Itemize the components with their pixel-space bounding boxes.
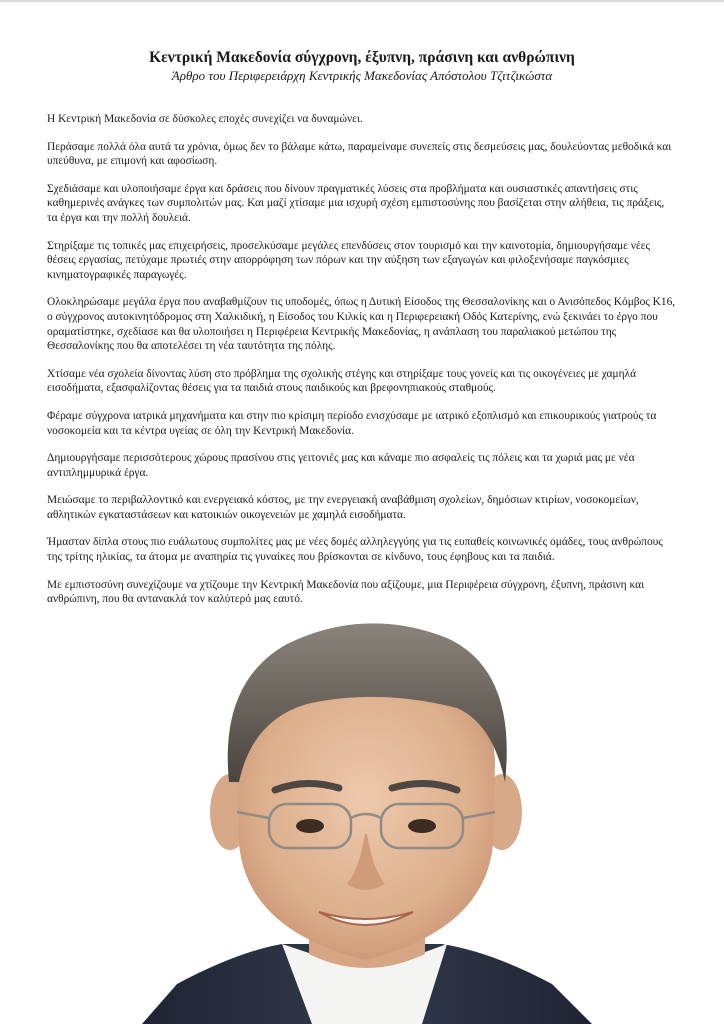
portrait-illustration [47,612,677,1024]
right-eye [408,819,436,833]
left-eye [296,819,324,833]
paragraph: Ήμασταν δίπλα στους πιο ευάλωτους συμπολίτες μας με νέες δομές αλληλεγγύης για τις ευπαθείς κοινωνικές ομάδες, τους ανθρώπους της τρίτης ηλικίας, τα άτομα με αναπηρία τις γυναίκες που βρίσκονται σε κίνδυνο, τους έφηβους και τα παιδιά. [47,536,663,564]
paragraph: Με εμπιστοσύνη συνεχίζουμε να χτίζουμε την Κεντρική Μακεδονία που αξίζουμε, μια Περιφέρεια σύγχρονη, έξυπνη, πράσινη και ανθρώπινη, που θα αντανακλά τον καλύτερό μας εαυτό. [47,578,645,606]
article-subtitle: Άρθρο του Περιφερειάρχη Κεντρικής Μακεδονίας Απόστολου Τζιτζικώστα [171,68,553,83]
paragraph: Φέραμε σύγχρονα ιατρικά μηχανήματα και στην πιο κρίσιμη περίοδο ενισχύσαμε με ιατρικό εξοπλισμό και επικουρικούς γιατρούς τα νοσοκομεία και τα κέντρα υγείας σε όλη την Κεντρική Μακεδονία. [47,409,657,437]
top-rule [0,0,724,2]
article-title: Κεντρική Μακεδονία σύγχρονη, έξυπνη, πράσινη και ανθρώπινη [149,49,575,66]
paragraph: Χτίσαμε νέα σχολεία δίνοντας λύση στο πρόβλημα της σχολικής στέγης και στηρίξαμε τους γονείς και τις οικογένειες με χαμηλά εισοδήματα, εξασφαλίζοντας θέσεις για τα παιδιά στους παιδικούς και βρεφονηπιακούς σταθμούς. [47,367,637,395]
portrait-photo [47,612,677,1024]
paragraph: Δημιουργήσαμε περισσότερους χώρους πρασίνου στις γειτονιές μας και κάναμε πιο ασφαλείς τις πόλεις και τα χωριά μας με νέα αντιπλημμυρικά έργα. [47,452,635,479]
article-body [47,112,677,620]
paragraph: Στηρίξαμε τις τοπικές μας επιχειρήσεις, προσελκύσαμε μεγάλες επενδύσεις στον τουρισμό και την καινοτομία, δημιουργήσαμε νέες θέσεις εργασίας, πετύχαμε πρωτιές στην απορρόφηση των πόρων και την αύξηση των εξαγωγών και φιλοξενήσαμε παγκόσμιες κινηματογραφικές παραγωγές. [47,239,651,281]
paragraph: Ολοκληρώσαμε μεγάλα έργα που αναβαθμίζουν τις υποδομές, όπως η Δυτική Είσοδος της Θεσσαλονίκης και ο Ανισόπεδος Κόμβος Κ16, ο σύγχρονος αυτοκινητόδρομος στη Χαλκιδική, η Είσοδος του Κιλκίς και η Περιφερειακή Οδός Κατερίνης, ενώ ξεκινάει το έργο που οραματίστηκε, σχεδίασε και θα υλοποιήσει η Περιφέρεια Κεντρικής Μακεδονίας, η ανάπλαση του παραλιακού μετώπου της Θεσσαλονίκης που θα αποτελέσει τη νέα ταυτότητα της πόλης. [47,296,676,353]
paragraph: Σχεδιάσαμε και υλοποιήσαμε έργα και δράσεις που δίνουν πραγματικές λύσεις στα προβλήματα και ουσιαστικές απαντήσεις στις καθημερινές ανάγκες των συμπολιτών μας. Και μαζί χτίσαμε μια ισχυρή σχέση εμπιστοσύνης που βασίζεται στην αλήθεια, τις πράξεις, τα έργα και την πολλή δουλειά. [47,182,665,224]
paragraph: Μειώσαμε το περιβαλλοντικό και ενεργειακό κόστος, με την ενεργειακή αναβάθμιση σχολείων, δημόσιων κτιρίων, νοσοκομείων, αθλητικών εγκαταστάσεων και κατοικιών οικογενειών με χαμηλά εισοδήματα. [47,494,639,521]
paragraph: Η Κεντρική Μακεδονία σε δύσκολες εποχές συνεχίζει να δυναμώνει. [47,113,363,125]
article-header [0,48,724,84]
paragraph: Περάσαμε πολλά όλα αυτά τα χρόνια, όμως δεν το βάλαμε κάτω, παραμείναμε συνεπείς στις δεσμεύσεις μας, δουλεύοντας μεθοδικά και υπεύθυνα, με επιμονή και αφοσίωση. [47,140,672,168]
